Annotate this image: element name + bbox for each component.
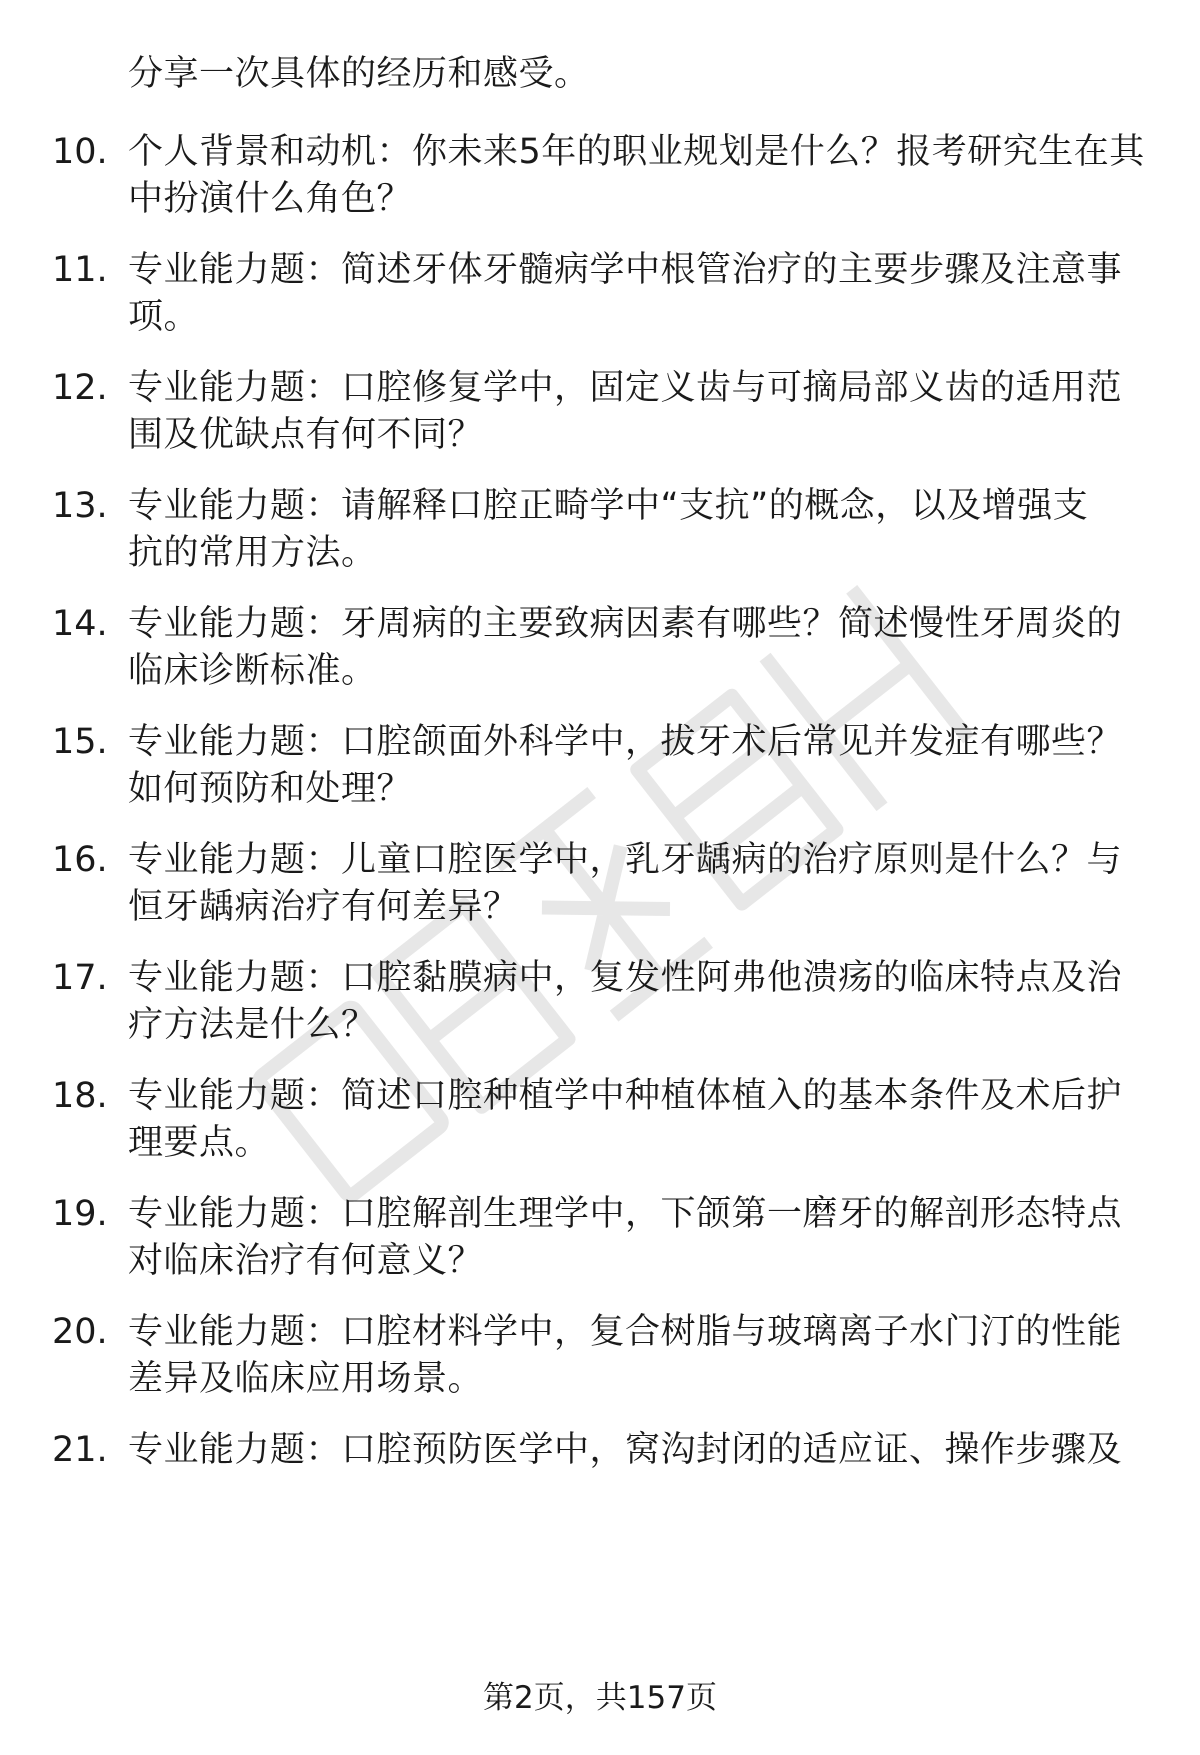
item-number: 19. [52,1194,108,1234]
item-number: 21. [52,1430,108,1470]
item-text-line: 专业能力题：口腔颌面外科学中，拔牙术后常见并发症有哪些？ [128,722,1123,762]
item-text-line: 中扮演什么角色？ [128,179,413,219]
item-number: 13. [52,486,108,526]
item-text-line: 专业能力题：请解释口腔正畸学中“支抗”的概念，以及增强支 [128,486,1089,526]
item-text-line: 专业能力题：牙周病的主要致病因素有哪些？简述慢性牙周炎的 [128,604,1123,644]
item-text-line: 项。 [128,297,200,337]
item-text-line: 个人背景和动机：你未来5年的职业规划是什么？报考研究生在其 [128,132,1145,172]
item-text-line: 理要点。 [128,1123,271,1163]
item-number: 11. [52,250,108,290]
item-text-line: 恒牙龋病治疗有何差异？ [128,887,519,927]
item-text-line: 临床诊断标准。 [128,651,377,691]
item-number: 20. [52,1312,108,1352]
item-text-line: 疗方法是什么？ [128,1005,377,1045]
item-number: 17. [52,958,108,998]
item-text-line: 专业能力题：口腔解剖生理学中，下颌第一磨牙的解剖形态特点 [128,1194,1123,1234]
item-number: 15. [52,722,108,762]
item-number: 18. [52,1076,108,1116]
item-text-line: 专业能力题：口腔修复学中，固定义齿与可摘局部义齿的适用范 [128,368,1123,408]
item-text-line: 专业能力题：儿童口腔医学中，乳牙龋病的治疗原则是什么？与 [128,840,1123,880]
item-text-line: 专业能力题：口腔预防医学中，窝沟封闭的适应证、操作步骤及 [128,1430,1123,1470]
page-number-footer: 第2页，共157页 [483,1680,717,1716]
item-number: 16. [52,840,108,880]
item-text-line: 专业能力题：简述牙体牙髓病学中根管治疗的主要步骤及注意事 [128,250,1123,290]
item-text-line: 围及优缺点有何不同？ [128,415,484,455]
item-text-line: 专业能力题：口腔材料学中，复合树脂与玻璃离子水门汀的性能 [128,1312,1123,1352]
item-number: 12. [52,368,108,408]
item-number: 14. [52,604,108,644]
item-text-line: 专业能力题：口腔黏膜病中，复发性阿弗他溃疡的临床特点及治 [128,958,1123,998]
item-number: 10. [52,132,108,172]
item-text-line: 差异及临床应用场景。 [128,1359,484,1399]
item-text-line: 如何预防和处理？ [128,769,413,809]
item-text-line: 专业能力题：简述口腔种植学中种植体植入的基本条件及术后护 [128,1076,1123,1116]
item-text-line: 抗的常用方法。 [128,533,377,573]
item-text-line: 对临床治疗有何意义？ [128,1241,484,1281]
intro-line: 分享一次具体的经历和感受。 [128,54,590,94]
